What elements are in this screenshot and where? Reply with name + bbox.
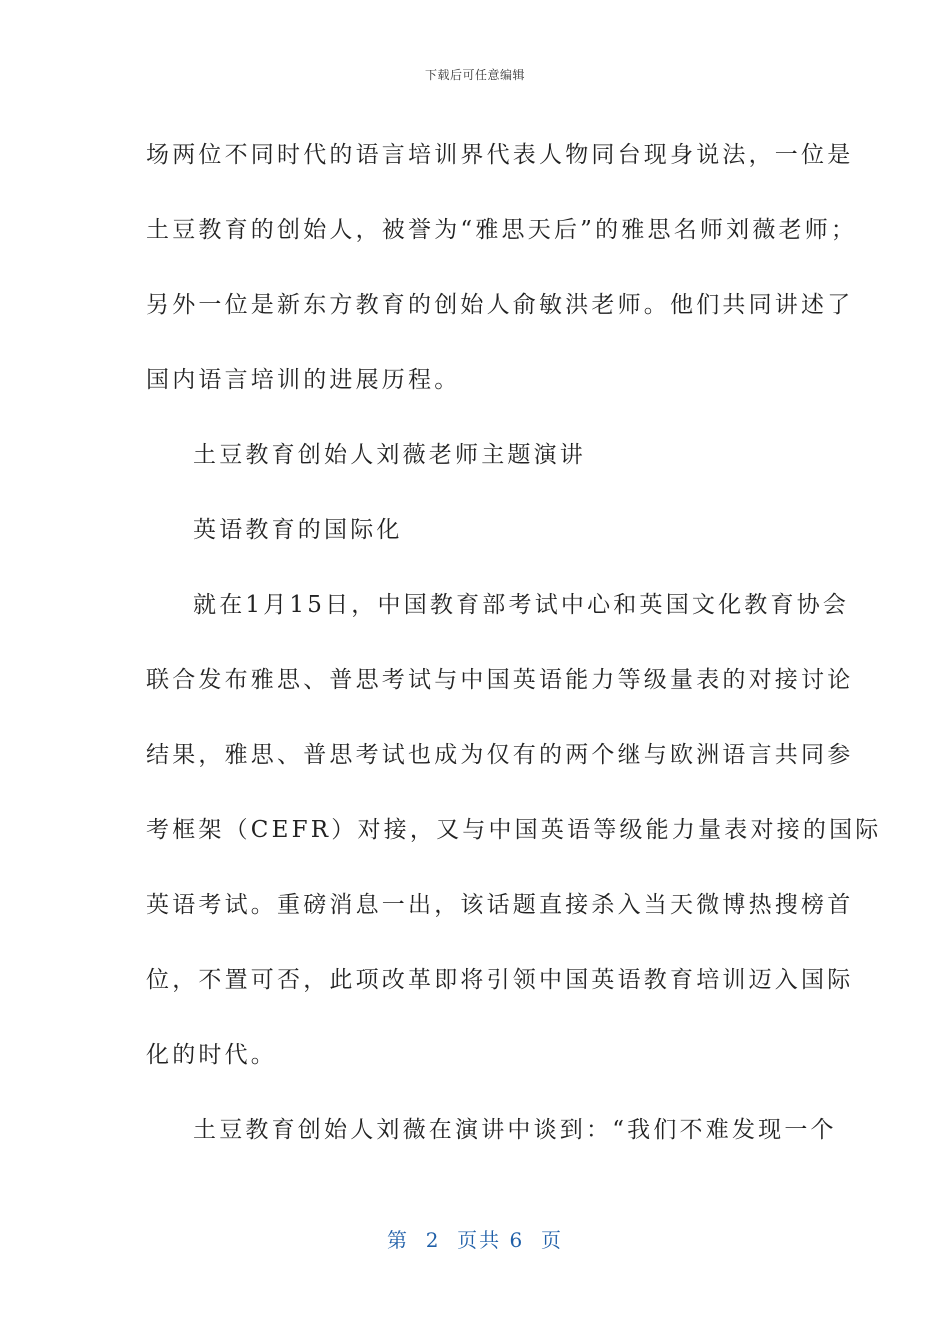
section-heading: 土豆教育创始人刘薇老师主题演讲 — [193, 442, 586, 468]
body-line: 土豆教育的创始人，被誉为“雅思天后”的雅思名师刘薇老师； — [146, 217, 858, 243]
page-header-note: 下载后可任意编辑 — [424, 68, 525, 82]
body-line: 土豆教育创始人刘薇在演讲中谈到：“我们不难发现一个 — [193, 1117, 837, 1143]
body-line: 国内语言培训的进展历程。 — [146, 367, 461, 393]
body-line: 联合发布雅思、普思考试与中国英语能力等级量表的对接讨论 — [146, 667, 854, 693]
section-subheading: 英语教育的国际化 — [193, 517, 403, 543]
body-line: 英语考试。重磅消息一出，该话题直接杀入当天微博热搜榜首 — [146, 892, 854, 918]
body-line: 考框架（CEFR）对接，又与中国英语等级能力量表对接的国际 — [146, 817, 882, 843]
page-number: 第 2 页共 6 页 — [387, 1228, 563, 1252]
body-line: 结果，雅思、普思考试也成为仅有的两个继与欧洲语言共同参 — [146, 742, 854, 768]
body-line: 另外一位是新东方教育的创始人俞敏洪老师。他们共同讲述了 — [146, 292, 854, 318]
document-body — [146, 118, 882, 1168]
body-line: 场两位不同时代的语言培训界代表人物同台现身说法，一位是 — [146, 142, 854, 168]
body-line: 化的时代。 — [146, 1042, 277, 1068]
body-line: 就在1月15日，中国教育部考试中心和英国文化教育协会 — [193, 592, 850, 618]
body-line: 位，不置可否，此项改革即将引领中国英语教育培训迈入国际 — [146, 967, 854, 993]
